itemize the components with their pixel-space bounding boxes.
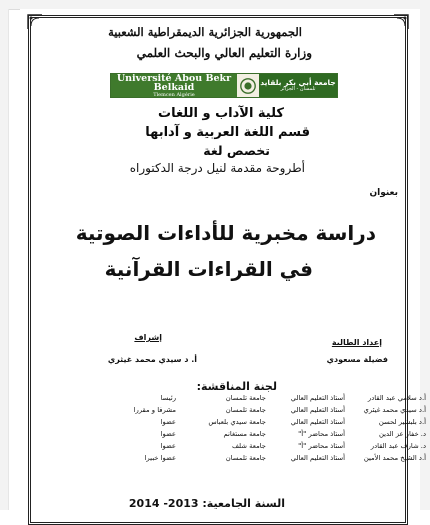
thesis-title-line2: في القراءات القرآنية [104,257,313,281]
committee-member-row: أ.د سيدي محمد غيثري أستاذ التعليم العالي جامعة تلمسان مشرفا و مقررا [133,406,426,414]
thesis-description: أطروحة مقدمة لنيل درجة الدكتوراه [129,161,305,175]
faculty-name: كلية الآداب و اللغات [158,106,284,121]
student-label: إعداد الطالبة [331,338,382,347]
logo-french-text: Université Abou Bekr Belkaid Tlemcen Algérie [111,74,237,97]
title-label: بعنوان [369,188,398,198]
corner-ornament-icon [27,14,43,30]
corner-ornament-icon [393,14,409,30]
thesis-title-line1: دراسة مخبرية للأداءات الصوتية [75,221,376,245]
university-seal-icon [237,74,259,97]
viewer-left-margin [0,9,9,510]
republic-line: الجمهورية الجزائرية الديمقراطية الشعبية [108,25,302,39]
academic-year: السنة الجامعية: 2013- 2014 [128,497,285,510]
specialization: تخصص لغة [203,143,270,158]
student-name: فضيلة مسعودي [326,355,388,364]
committee-member-row: أ.د الشيخ محمد الأمين أستاذ التعليم العالي جامعة تلمسان عضوا خبيرا [144,454,426,462]
supervisor-label: إشراف [134,333,162,342]
ministry-line: وزارة التعليم العالي والبحث العلمي [136,46,312,60]
logo-arabic-text: جامعة أبي بكر بلقايد تلمسان - الجزائر [259,74,337,97]
committee-title: لجنة المناقشة: [196,380,277,393]
committee-member-row: د. شارف عبد القادر أستاذ محاضر "أ" جامعة شلف عضوا [160,442,426,450]
university-logo [110,73,338,98]
committee-member-row: د. خفار عز الدين أستاذ محاضر "أ" جامعة مستغانم عضوا [160,430,426,438]
committee-member-row: أ.د بلبشير لحسن أستاذ التعليم العالي جامعة سيدي بلعباس عضوا [160,418,426,426]
department-name: قسم اللغة العربية و آدابها [145,125,310,140]
supervisor-name: أ. د سيدي محمد غيثري [107,355,197,364]
document-page [20,9,426,510]
committee-member-row: أ.د سلامي عبد القادر أستاذ التعليم العالي جامعة تلمسان رئيسا [160,394,426,402]
